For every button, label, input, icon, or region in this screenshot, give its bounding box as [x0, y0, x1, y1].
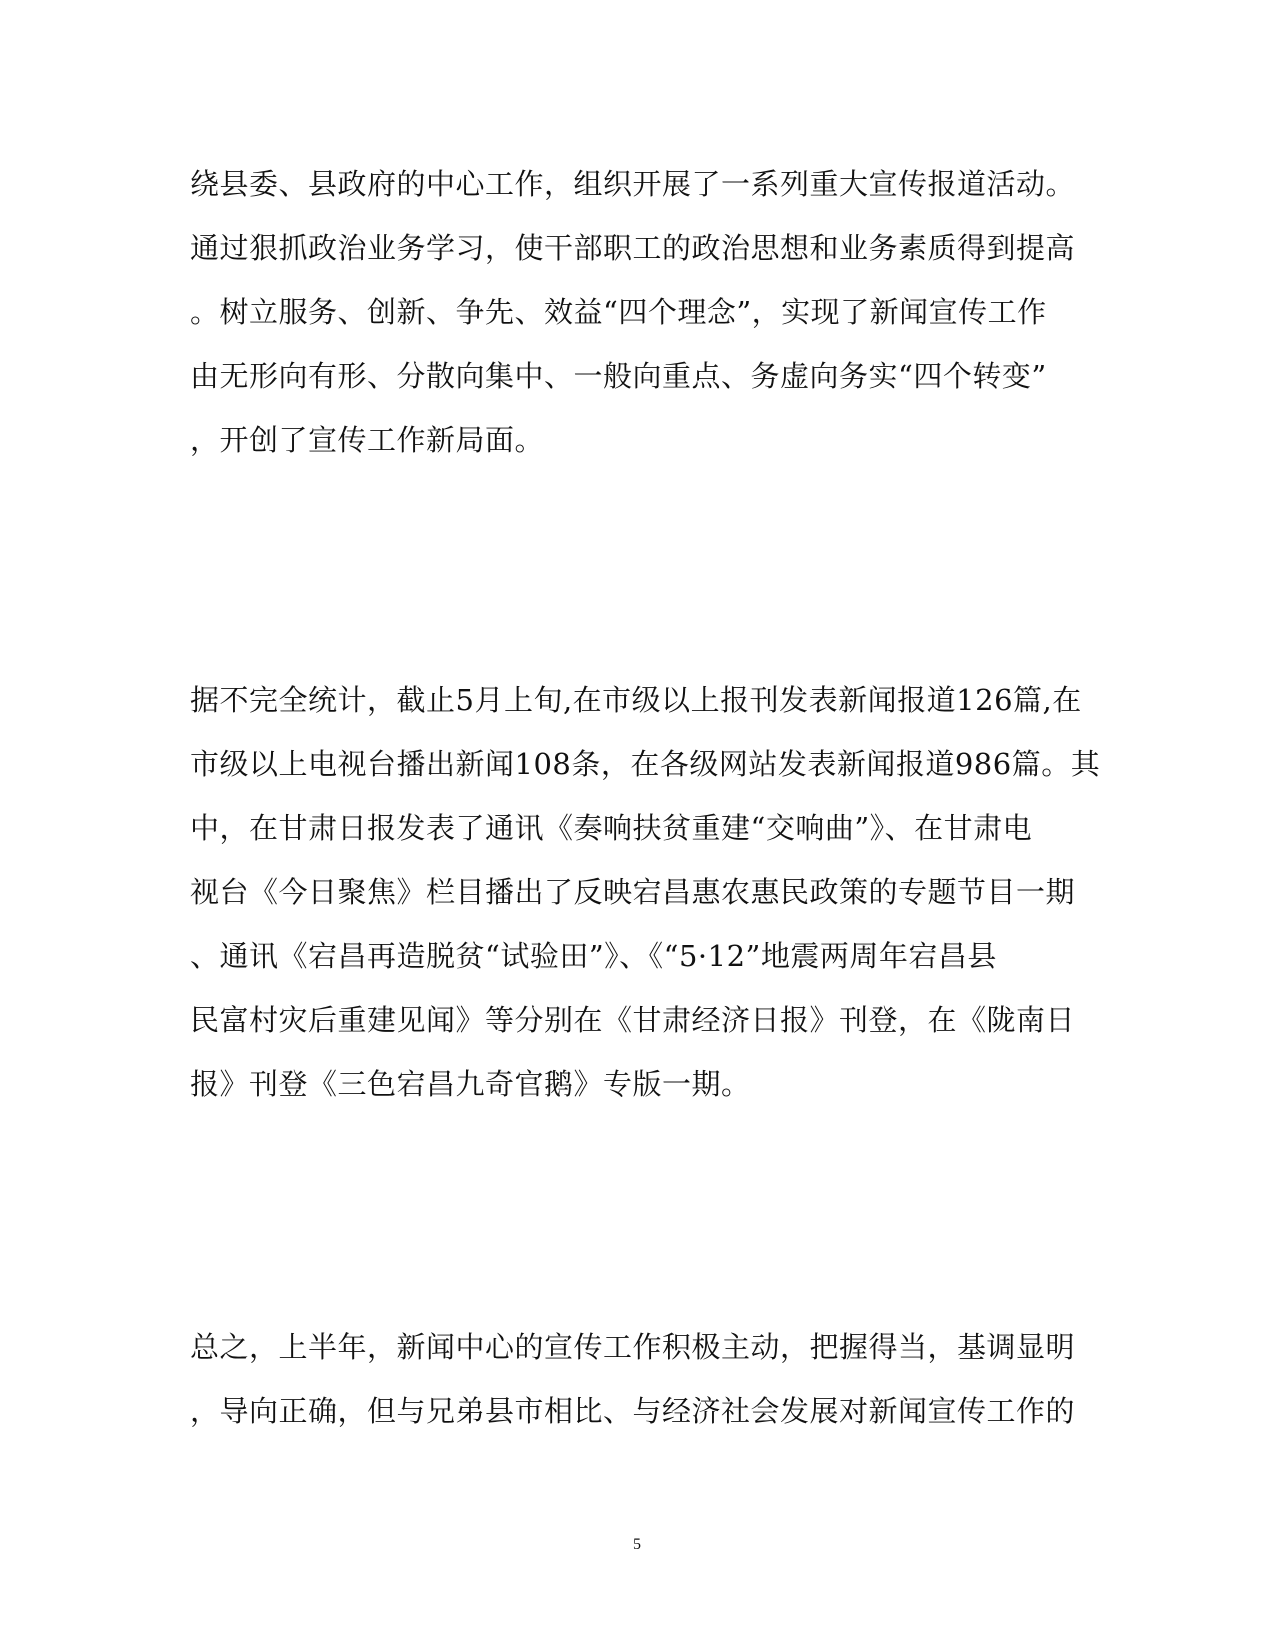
paragraph-3 [190, 1315, 1090, 1443]
text-line: 、通讯《宕昌再造脱贫“试验田”》、《“5·12”地震两周年宕昌县 [190, 939, 997, 973]
text-line: 通过狠抓政治业务学习，使干部职工的政治思想和业务素质得到提高 [190, 231, 1076, 265]
page-number: 5 [633, 1536, 641, 1553]
text-line: 报》刊登《三色宕昌九奇官鹅》专版一期。 [190, 1067, 751, 1101]
text-line: 视台《今日聚焦》栏目播出了反映宕昌惠农惠民政策的专题节目一期 [190, 875, 1076, 909]
paragraph-2 [190, 668, 1101, 1116]
text-line: 总之，上半年，新闻中心的宣传工作积极主动，把握得当，基调显明 [190, 1330, 1076, 1364]
text-line: 。树立服务、创新、争先、效益“四个理念”，实现了新闻宣传工作 [190, 295, 1047, 329]
text-line: 绕县委、县政府的中心工作，组织开展了一系列重大宣传报道活动。 [190, 167, 1076, 201]
text-line: ，导向正确，但与兄弟县市相比、与经济社会发展对新闻宣传工作的 [190, 1394, 1076, 1428]
text-line: 民富村灾后重建见闻》等分别在《甘肃经济日报》刊登，在《陇南日 [190, 1003, 1076, 1037]
text-line: ，开创了宣传工作新局面。 [190, 423, 545, 457]
text-line: 由无形向有形、分散向集中、一般向重点、务虚向务实“四个转变” [190, 359, 1047, 393]
paragraph-1 [190, 152, 1090, 472]
text-line: 市级以上电视台播出新闻108条，在各级网站发表新闻报道986篇。其 [190, 747, 1101, 781]
text-line: 据不完全统计，截止5月上旬,在市级以上报刊发表新闻报道126篇,在 [190, 683, 1082, 717]
text-line: 中，在甘肃日报发表了通讯《奏响扶贫重建“交响曲”》、在甘肃电 [190, 811, 1033, 845]
